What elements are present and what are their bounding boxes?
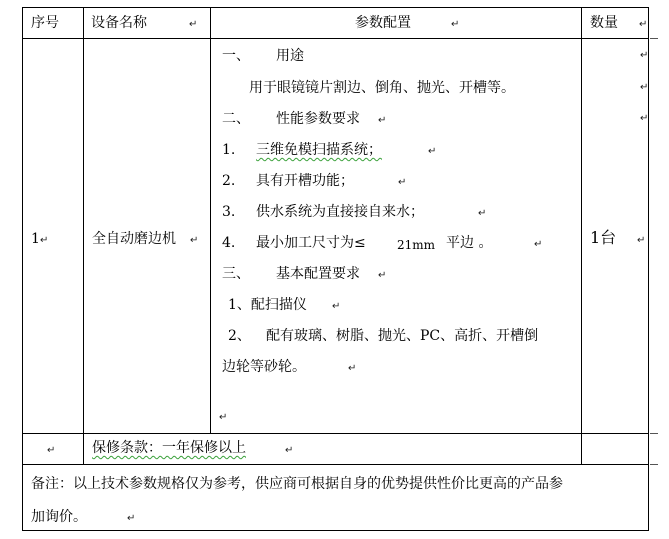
paragraph-mark: ↵ bbox=[534, 239, 543, 250]
paragraph-mark: ↵ bbox=[640, 50, 649, 61]
item3-number: 3. bbox=[222, 204, 236, 220]
note-line1: 备注：以上技术参数规格仅为参考，供应商可根据自身的优势提供性价比更高的产品参 bbox=[31, 476, 563, 492]
item2-number: 2. bbox=[222, 173, 236, 189]
paragraph-mark: ↵ bbox=[637, 235, 646, 246]
col-divider-index bbox=[83, 7, 84, 465]
cell-tick bbox=[650, 464, 658, 465]
paragraph-mark: ↵ bbox=[640, 82, 649, 93]
paragraph-mark: ↵ bbox=[40, 235, 49, 246]
section1-number: 一、 bbox=[222, 48, 250, 64]
section3-title: 基本配置要求 bbox=[276, 266, 360, 282]
config1-text: 1、配扫描仪 bbox=[228, 297, 307, 313]
item4-value: 21mm bbox=[397, 238, 436, 252]
paragraph-mark: ↵ bbox=[127, 513, 136, 524]
config2-number: 2、 bbox=[228, 328, 251, 344]
header-quantity: 数量 bbox=[590, 15, 618, 31]
item4-text: 最小加工尺寸为≤ bbox=[256, 235, 366, 251]
cell-tick bbox=[650, 433, 658, 434]
paragraph-mark: ↵ bbox=[190, 235, 199, 246]
col-divider-name bbox=[210, 7, 211, 434]
table-border-bottom bbox=[22, 530, 649, 531]
header-divider bbox=[22, 38, 649, 39]
paragraph-mark: ↵ bbox=[478, 208, 487, 219]
section2-title: 性能参数要求 bbox=[276, 111, 360, 127]
warranty-label: 保修条款：一年保修以上 bbox=[92, 440, 246, 456]
warranty-divider bbox=[22, 464, 649, 465]
warranty-text bbox=[92, 439, 246, 457]
item1-text-content: 三维免模扫描系统； bbox=[256, 142, 382, 158]
item1-number: 1. bbox=[222, 142, 236, 158]
paragraph-mark: ↵ bbox=[47, 445, 56, 456]
paragraph-mark: ↵ bbox=[640, 113, 649, 124]
item1-text bbox=[256, 141, 382, 159]
row-divider bbox=[22, 433, 649, 434]
header-device-name: 设备名称 bbox=[91, 15, 147, 31]
item3-text: 供水系统为直接接自来水； bbox=[256, 204, 424, 220]
paragraph-mark: ↵ bbox=[378, 115, 387, 126]
header-params: 参数配置 bbox=[355, 15, 411, 31]
cell-tick bbox=[650, 38, 658, 39]
paragraph-mark: ↵ bbox=[451, 19, 460, 30]
row-quantity: 1台 bbox=[590, 228, 617, 247]
col-divider-params bbox=[581, 7, 582, 465]
paragraph-mark: ↵ bbox=[219, 412, 228, 423]
item4-number: 4. bbox=[222, 235, 236, 251]
paragraph-mark: ↵ bbox=[378, 270, 387, 281]
paragraph-mark: ↵ bbox=[639, 19, 648, 30]
item4-tail: 平边 。 bbox=[446, 235, 493, 251]
table-border-top bbox=[22, 7, 649, 8]
table-border-left bbox=[22, 7, 23, 531]
config2-line1: 配有玻璃、树脂、抛光、PC、高折、开槽倒 bbox=[266, 328, 539, 344]
note-line2: 加询价。 bbox=[31, 509, 87, 525]
paragraph-mark: ↵ bbox=[428, 146, 437, 157]
paragraph-mark: ↵ bbox=[398, 177, 407, 188]
header-index: 序号 bbox=[31, 15, 59, 31]
section1-title: 用途 bbox=[276, 48, 304, 64]
section3-number: 三、 bbox=[222, 266, 250, 282]
usage-text: 用于眼镜镜片割边、倒角、抛光、开槽等。 bbox=[249, 80, 515, 96]
row-device-name: 全自动磨边机 bbox=[92, 231, 176, 247]
config2-line2: 边轮等砂轮。 bbox=[222, 359, 306, 375]
section2-number: 二、 bbox=[222, 111, 250, 127]
item2-text: 具有开槽功能； bbox=[256, 173, 354, 189]
paragraph-mark: ↵ bbox=[332, 301, 341, 312]
row-index: 1 bbox=[31, 231, 40, 247]
paragraph-mark: ↵ bbox=[348, 363, 357, 374]
paragraph-mark: ↵ bbox=[189, 19, 198, 30]
paragraph-mark: ↵ bbox=[285, 445, 294, 456]
